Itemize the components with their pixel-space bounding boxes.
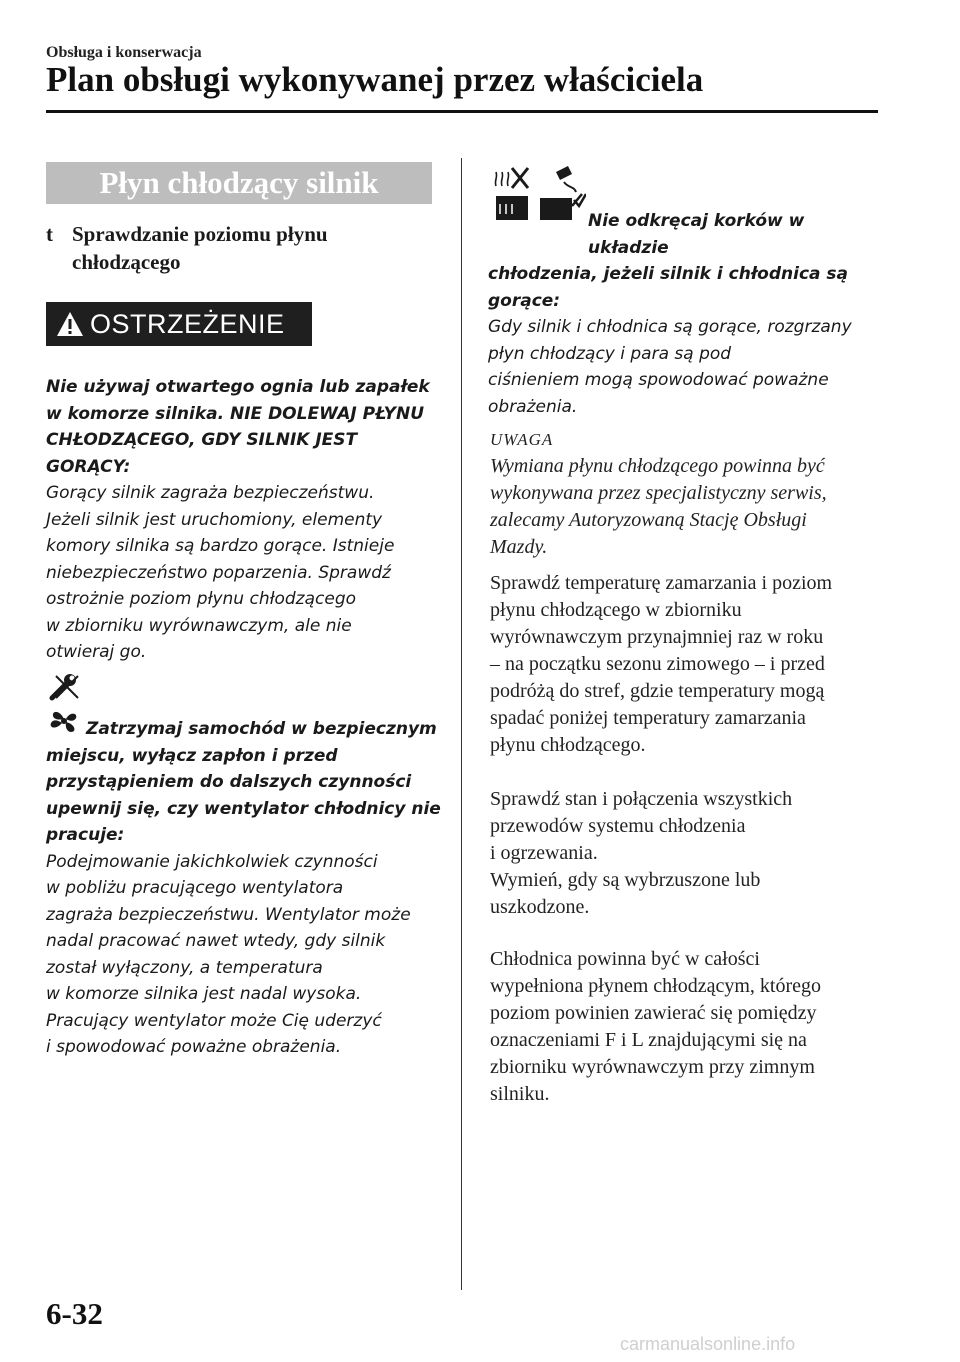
warning-label: OSTRZEŻENIE <box>90 308 285 339</box>
warning-bold-line: w komorze silnika. NIE DOLEWAJ PŁYNU <box>46 403 424 424</box>
subheading-line-2: chłodzącego <box>72 250 181 274</box>
paragraph-2 <box>490 786 885 921</box>
warning-body-line: Gorący silnik zagraża bezpieczeństwu. <box>46 483 375 503</box>
note-line: Mazdy. <box>490 536 548 558</box>
fan-body-line: zagraża bezpieczeństwu. Wentylator może <box>46 904 411 925</box>
paragraph-line: wyrównawczym przynajmniej raz w roku <box>490 626 824 648</box>
warning-bold-line: CHŁODZĄCEGO, GDY SILNIK JEST GORĄCY: <box>46 430 358 477</box>
watermark: carmanualsonline.info <box>620 1334 796 1354</box>
warning-body-line: niebezpieczeństwo poparzenia. Sprawdź <box>46 562 391 583</box>
title-rule <box>46 110 878 113</box>
paragraph-3 <box>490 946 885 1108</box>
warning-text <box>46 374 446 666</box>
paragraph-line: i ogrzewania. <box>490 842 598 864</box>
fan-warning-text <box>46 716 451 1061</box>
bullet-marker: t <box>46 222 53 246</box>
note-line: Wymiana płynu chłodzącego powinna być <box>490 455 825 477</box>
paragraph-1 <box>490 570 885 759</box>
paragraph-line: zbiorniku wyrównawczym przy zimnym <box>490 1056 815 1078</box>
cap-body-line: ciśnieniem mogą spowodować poważne <box>488 370 829 390</box>
paragraph-line: wypełniona płynem chłodzącym, którego <box>490 975 822 997</box>
cap-bold-line: Nie odkręcaj korków w układzie <box>588 211 805 258</box>
warning-bold-line: Nie używaj otwartego ognia lub zapałek <box>46 377 430 397</box>
fan-body-line: Pracujący wentylator może Cię uderzyć <box>46 1010 382 1031</box>
cap-body-line: obrażenia. <box>488 396 578 417</box>
paragraph-line: Sprawdź temperaturę zamarzania i poziom <box>490 572 833 594</box>
note-line: zalecamy Autoryzowaną Stację Obsługi <box>490 509 807 531</box>
cap-body-line: Gdy silnik i chłodnica są gorące, rozgrzany <box>488 317 852 337</box>
breadcrumb: Obsługa i konserwacja <box>46 44 202 61</box>
paragraph-line: spadać poniżej temperatury zamarzania <box>490 707 806 729</box>
column-divider <box>461 158 462 1290</box>
warning-body-line: otwieraj go. <box>46 642 147 662</box>
paragraph-line: przewodów systemu chłodzenia <box>490 815 746 837</box>
fan-body-line: i spowodować poważne obrażenia. <box>46 1037 342 1057</box>
paragraph-line: uszkodzone. <box>490 896 590 918</box>
warning-triangle-icon <box>56 311 84 337</box>
paragraph-line: – na początku sezonu zimowego – i przed <box>490 653 825 675</box>
warning-body-line: w zbiorniku wyrównawczym, ale nie <box>46 615 352 636</box>
fan-bold-line: upewnij się, czy wentylator chłodnicy nie <box>46 798 441 819</box>
paragraph-line: Wymień, gdy są wybrzuszone lub <box>490 869 761 891</box>
fan-bold-line: miejscu, wyłącz zapłon i przed <box>46 745 338 766</box>
cap-body-line: płyn chłodzący i para są pod <box>488 343 732 364</box>
warning-banner <box>46 302 312 346</box>
warning-body-line: komory silnika są bardzo gorące. Istnieje <box>46 536 395 556</box>
fan-bold-line: Zatrzymaj samochód w bezpiecznym <box>86 719 437 739</box>
wrench-crossed-icon <box>48 670 84 704</box>
paragraph-line: oznaczeniami F i L znajdującymi się na <box>490 1029 807 1051</box>
paragraph-line: płynu chłodzącego w zbiorniku <box>490 599 742 621</box>
page-title: Plan obsługi wykonywanej przez właściciela <box>46 60 704 99</box>
warning-body-line: ostrożnie poziom płynu chłodzącego <box>46 589 357 609</box>
fan-body-line: Podejmowanie jakichkolwiek czynności <box>46 851 378 872</box>
fan-bold-line: pracuje: <box>46 825 125 845</box>
cap-warning-text <box>488 208 883 420</box>
note-heading: UWAGA <box>490 430 554 449</box>
cap-bold-line: gorące: <box>488 290 561 311</box>
paragraph-line: Chłodnica powinna być w całości <box>490 948 760 970</box>
paragraph-line: poziom powinien zawierać się pomiędzy <box>490 1002 817 1024</box>
subheading <box>46 220 446 276</box>
paragraph-line: silniku. <box>490 1083 550 1105</box>
fan-body-line: w komorze silnika jest nadal wysoka. <box>46 984 362 1004</box>
cap-bold-line: chłodzenia, jeżeli silnik i chłodnica są <box>488 264 849 284</box>
note-line: wykonywana przez specjalistyczny serwis, <box>490 482 827 504</box>
subheading-line-1: Sprawdzanie poziomu płynu <box>72 222 328 246</box>
paragraph-line: płynu chłodzącego. <box>490 734 646 756</box>
fan-body-line: w pobliżu pracującego wentylatora <box>46 878 344 898</box>
note-block <box>490 426 885 561</box>
fan-body-line: nadal pracować nawet wtedy, gdy silnik <box>46 931 386 951</box>
fan-body-line: został wyłączony, a temperatura <box>46 957 323 978</box>
paragraph-line: podróżą do stref, gdzie temperatury mogą <box>490 680 825 702</box>
warning-body-line: Jeżeli silnik jest uruchomiony, elementy <box>46 509 383 530</box>
page-number: 6-32 <box>46 1296 103 1331</box>
fan-bold-line: przystąpieniem do dalszych czynności <box>46 772 412 792</box>
section-banner: Płyn chłodzący silnik <box>46 162 432 204</box>
paragraph-line: Sprawdź stan i połączenia wszystkich <box>490 788 793 810</box>
